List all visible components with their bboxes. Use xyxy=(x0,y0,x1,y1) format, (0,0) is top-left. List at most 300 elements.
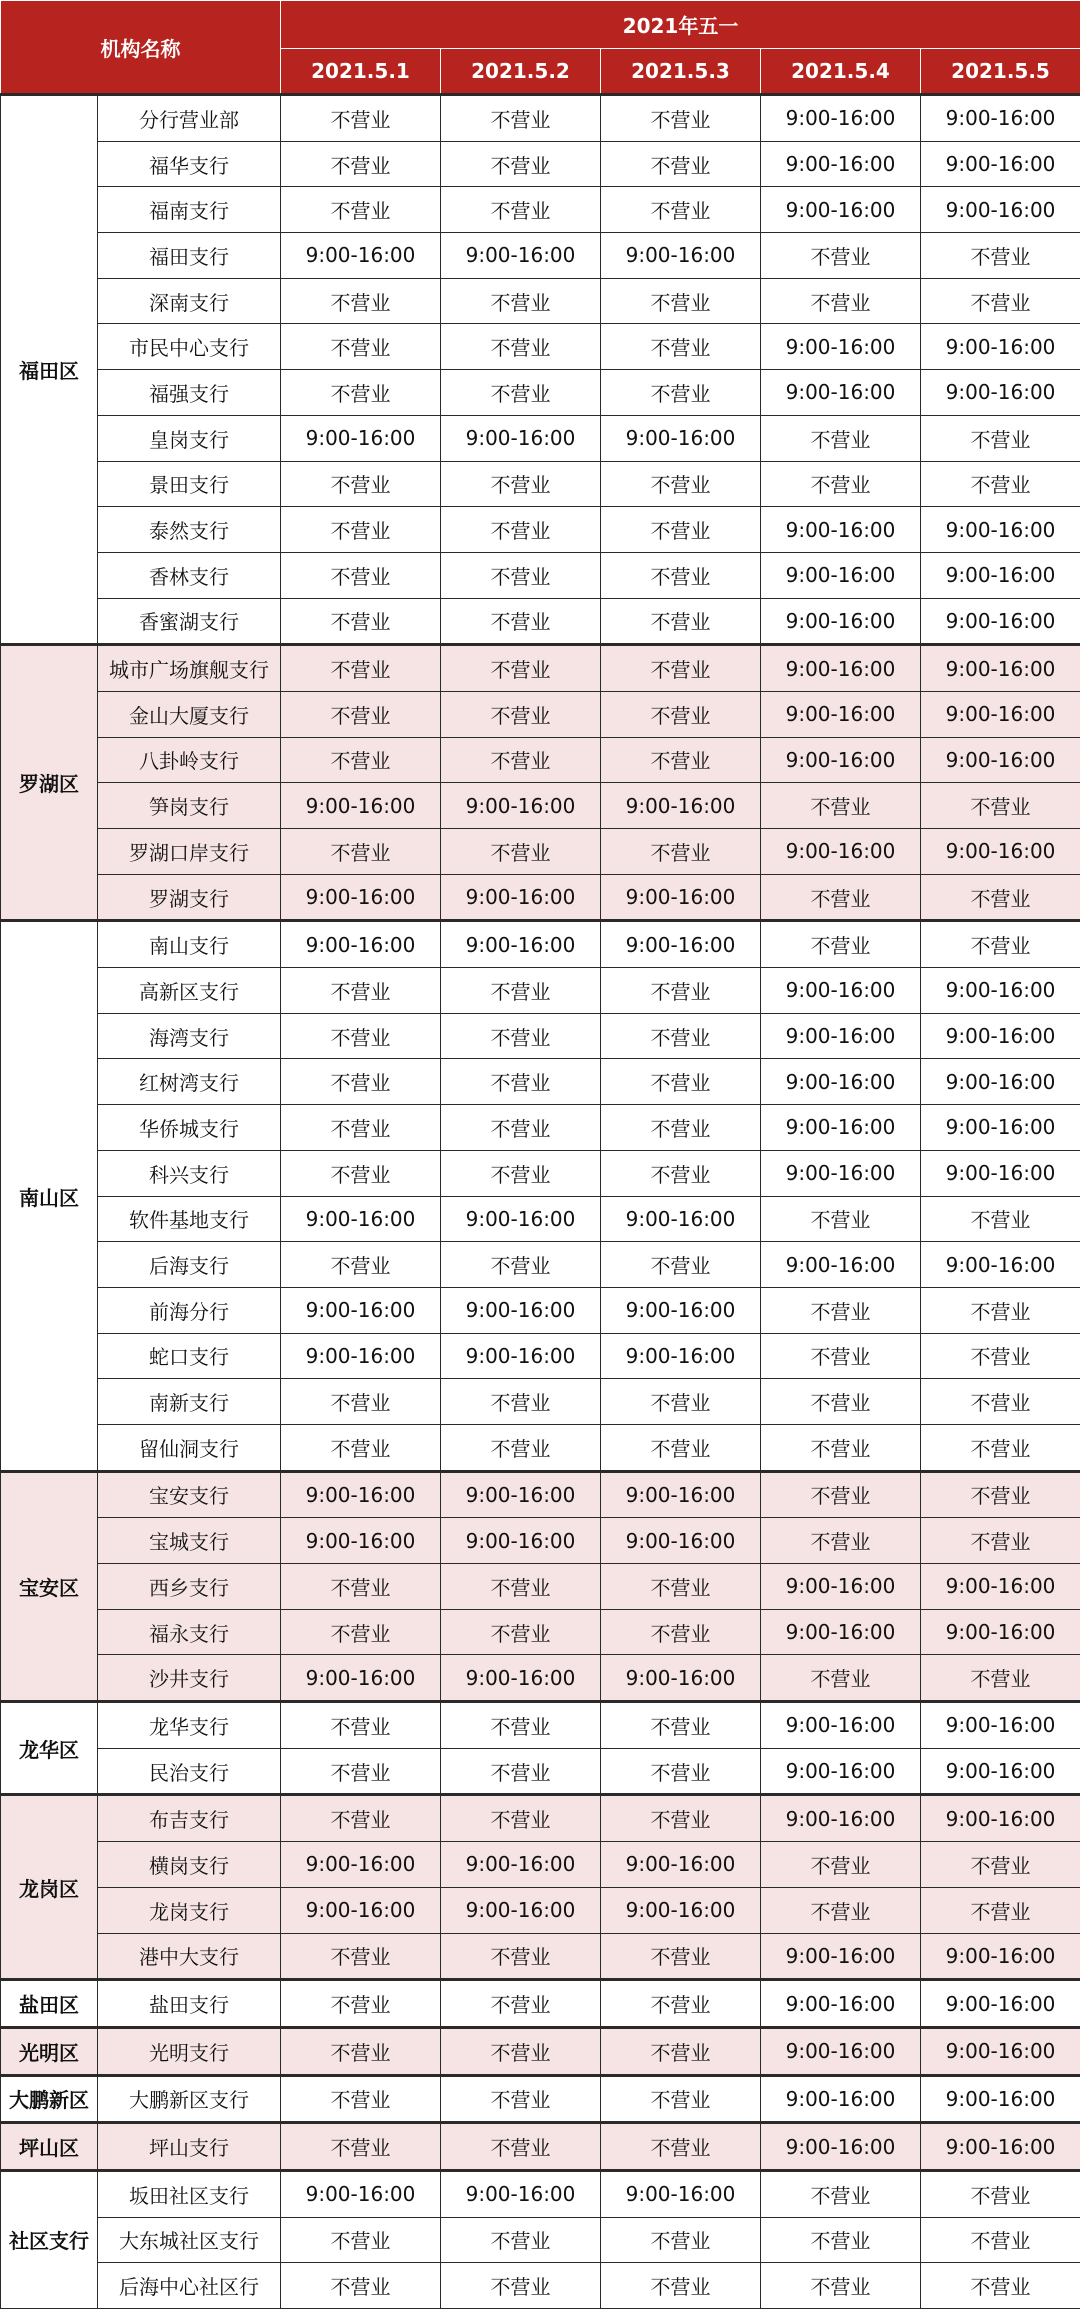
hours-cell: 9:00-16:00 xyxy=(921,1564,1080,1610)
table-row xyxy=(1,461,1080,507)
table-row xyxy=(1,1105,1080,1151)
hours-cell: 不营业 xyxy=(601,2263,761,2309)
hours-cell: 不营业 xyxy=(281,95,441,142)
hours-cell: 9:00-16:00 xyxy=(441,783,601,829)
hours-cell: 不营业 xyxy=(601,1105,761,1151)
branch-name: 后海中心社区行 xyxy=(98,2263,281,2309)
branch-name: 福田支行 xyxy=(98,233,281,279)
hours-cell: 不营业 xyxy=(761,1887,921,1933)
hours-cell: 9:00-16:00 xyxy=(601,1655,761,1702)
hours-cell: 不营业 xyxy=(921,1471,1080,1518)
hours-cell: 不营业 xyxy=(441,829,601,875)
hours-cell: 不营业 xyxy=(601,2123,761,2171)
table-row xyxy=(1,598,1080,645)
hours-cell: 9:00-16:00 xyxy=(761,507,921,553)
hours-cell: 不营业 xyxy=(601,968,761,1014)
branch-name: 景田支行 xyxy=(98,461,281,507)
hours-cell: 不营业 xyxy=(281,1702,441,1749)
hours-cell: 9:00-16:00 xyxy=(441,415,601,461)
branch-name: 沙井支行 xyxy=(98,1655,281,1702)
table-row xyxy=(1,415,1080,461)
hours-cell: 9:00-16:00 xyxy=(601,1287,761,1333)
hours-cell: 9:00-16:00 xyxy=(921,552,1080,598)
hours-cell: 不营业 xyxy=(601,507,761,553)
branch-name: 福永支行 xyxy=(98,1609,281,1655)
hours-cell: 不营业 xyxy=(281,1980,441,2028)
hours-cell: 不营业 xyxy=(761,1842,921,1888)
hours-cell: 不营业 xyxy=(441,1980,601,2028)
hours-cell: 9:00-16:00 xyxy=(601,1196,761,1242)
hours-cell: 不营业 xyxy=(761,1196,921,1242)
hours-cell: 不营业 xyxy=(921,874,1080,921)
hours-cell: 不营业 xyxy=(601,95,761,142)
district-name: 龙华区 xyxy=(1,1702,98,1795)
hours-cell: 不营业 xyxy=(441,2075,601,2123)
hours-cell: 不营业 xyxy=(921,1842,1080,1888)
hours-cell: 不营业 xyxy=(601,1424,761,1471)
table-row xyxy=(1,2123,1080,2171)
hours-cell: 不营业 xyxy=(601,645,761,692)
hours-cell: 9:00-16:00 xyxy=(281,1842,441,1888)
hours-cell: 9:00-16:00 xyxy=(281,1471,441,1518)
hours-cell: 9:00-16:00 xyxy=(761,1105,921,1151)
hours-cell: 9:00-16:00 xyxy=(761,2027,921,2075)
hours-cell: 不营业 xyxy=(281,552,441,598)
hours-cell: 不营业 xyxy=(281,370,441,416)
hours-cell: 不营业 xyxy=(441,2263,601,2309)
hours-cell: 不营业 xyxy=(601,737,761,783)
hours-cell: 不营业 xyxy=(281,1105,441,1151)
table-row xyxy=(1,737,1080,783)
hours-cell: 9:00-16:00 xyxy=(761,1564,921,1610)
table-row xyxy=(1,507,1080,553)
hours-cell: 不营业 xyxy=(281,461,441,507)
table-row xyxy=(1,1842,1080,1888)
hours-cell: 不营业 xyxy=(761,921,921,968)
district-group xyxy=(1,2027,1080,2075)
district-name: 坪山区 xyxy=(1,2123,98,2171)
branch-name: 深南支行 xyxy=(98,278,281,324)
hours-cell: 不营业 xyxy=(281,2217,441,2263)
table-row xyxy=(1,141,1080,187)
hours-cell: 不营业 xyxy=(601,1150,761,1196)
hours-cell: 不营业 xyxy=(441,645,601,692)
table-row xyxy=(1,1609,1080,1655)
hours-cell: 不营业 xyxy=(601,1933,761,1980)
hours-cell: 不营业 xyxy=(281,691,441,737)
hours-cell: 不营业 xyxy=(441,95,601,142)
hours-cell: 9:00-16:00 xyxy=(601,1518,761,1564)
hours-cell: 不营业 xyxy=(441,737,601,783)
hours-cell: 不营业 xyxy=(281,1013,441,1059)
hours-cell: 9:00-16:00 xyxy=(441,2170,601,2217)
branch-name: 坂田社区支行 xyxy=(98,2170,281,2217)
branch-name: 盐田支行 xyxy=(98,1980,281,2028)
district-group xyxy=(1,1702,1080,1795)
hours-cell: 不营业 xyxy=(601,1564,761,1610)
hours-cell: 不营业 xyxy=(281,1933,441,1980)
hours-cell: 不营业 xyxy=(921,461,1080,507)
branch-name: 南新支行 xyxy=(98,1379,281,1425)
hours-cell: 不营业 xyxy=(281,278,441,324)
hours-cell: 不营业 xyxy=(601,1748,761,1795)
date-header: 2021.5.4 xyxy=(761,49,921,95)
hours-cell: 不营业 xyxy=(281,141,441,187)
hours-cell: 9:00-16:00 xyxy=(441,1196,601,1242)
hours-cell: 不营业 xyxy=(761,1379,921,1425)
branch-name: 红树湾支行 xyxy=(98,1059,281,1105)
hours-cell: 9:00-16:00 xyxy=(921,968,1080,1014)
table-row xyxy=(1,278,1080,324)
hours-cell: 9:00-16:00 xyxy=(921,1933,1080,1980)
branch-name: 金山大厦支行 xyxy=(98,691,281,737)
hours-cell: 不营业 xyxy=(761,233,921,279)
hours-cell: 不营业 xyxy=(761,461,921,507)
hours-cell: 不营业 xyxy=(441,1702,601,1749)
table-row xyxy=(1,645,1080,692)
table-row xyxy=(1,552,1080,598)
hours-cell: 9:00-16:00 xyxy=(761,968,921,1014)
branch-name: 蛇口支行 xyxy=(98,1333,281,1379)
hours-cell: 不营业 xyxy=(441,2027,601,2075)
hours-cell: 不营业 xyxy=(281,1379,441,1425)
table-row xyxy=(1,2263,1080,2309)
hours-cell: 9:00-16:00 xyxy=(921,1748,1080,1795)
hours-cell: 9:00-16:00 xyxy=(761,1980,921,2028)
hours-cell: 9:00-16:00 xyxy=(921,1150,1080,1196)
district-group xyxy=(1,1471,1080,1701)
hours-cell: 9:00-16:00 xyxy=(281,874,441,921)
hours-cell: 不营业 xyxy=(441,1609,601,1655)
hours-cell: 不营业 xyxy=(281,2123,441,2171)
table-row xyxy=(1,874,1080,921)
hours-cell: 9:00-16:00 xyxy=(761,1795,921,1842)
hours-cell: 不营业 xyxy=(441,461,601,507)
hours-cell: 9:00-16:00 xyxy=(761,1059,921,1105)
hours-cell: 不营业 xyxy=(441,1379,601,1425)
holiday-header: 2021年五一 xyxy=(281,1,1080,49)
branch-name: 笋岗支行 xyxy=(98,783,281,829)
hours-cell: 9:00-16:00 xyxy=(281,2170,441,2217)
hours-cell: 不营业 xyxy=(921,1196,1080,1242)
branch-name: 宝城支行 xyxy=(98,1518,281,1564)
hours-cell: 9:00-16:00 xyxy=(601,1333,761,1379)
branch-name: 宝安支行 xyxy=(98,1471,281,1518)
hours-cell: 不营业 xyxy=(281,1059,441,1105)
hours-cell: 9:00-16:00 xyxy=(761,2075,921,2123)
hours-cell: 不营业 xyxy=(921,278,1080,324)
hours-cell: 9:00-16:00 xyxy=(601,233,761,279)
hours-cell: 不营业 xyxy=(281,187,441,233)
table-row xyxy=(1,829,1080,875)
hours-cell: 不营业 xyxy=(281,1150,441,1196)
hours-cell: 不营业 xyxy=(601,324,761,370)
branch-name: 龙华支行 xyxy=(98,1702,281,1749)
district-group xyxy=(1,2075,1080,2123)
branch-name: 布吉支行 xyxy=(98,1795,281,1842)
hours-cell: 不营业 xyxy=(281,507,441,553)
hours-cell: 不营业 xyxy=(441,1933,601,1980)
branch-name: 福南支行 xyxy=(98,187,281,233)
table-row xyxy=(1,95,1080,142)
table-row xyxy=(1,233,1080,279)
hours-cell: 不营业 xyxy=(921,1333,1080,1379)
district-name: 福田区 xyxy=(1,95,98,645)
branch-name: 城市广场旗舰支行 xyxy=(98,645,281,692)
hours-cell: 不营业 xyxy=(921,1287,1080,1333)
hours-cell: 不营业 xyxy=(761,1424,921,1471)
hours-cell: 不营业 xyxy=(761,783,921,829)
hours-cell: 9:00-16:00 xyxy=(921,645,1080,692)
district-group xyxy=(1,2123,1080,2171)
table-row xyxy=(1,1471,1080,1518)
hours-cell: 不营业 xyxy=(281,1795,441,1842)
hours-cell: 9:00-16:00 xyxy=(761,1150,921,1196)
table-row xyxy=(1,370,1080,416)
hours-cell: 不营业 xyxy=(761,1518,921,1564)
table-row xyxy=(1,1059,1080,1105)
hours-cell: 不营业 xyxy=(921,1887,1080,1933)
hours-cell: 9:00-16:00 xyxy=(761,141,921,187)
org-name-header: 机构名称 xyxy=(1,1,281,95)
hours-cell: 9:00-16:00 xyxy=(921,691,1080,737)
district-name: 宝安区 xyxy=(1,1471,98,1701)
hours-cell: 9:00-16:00 xyxy=(281,233,441,279)
table-row xyxy=(1,968,1080,1014)
district-name: 罗湖区 xyxy=(1,645,98,921)
hours-cell: 9:00-16:00 xyxy=(921,1105,1080,1151)
hours-cell: 9:00-16:00 xyxy=(601,1842,761,1888)
hours-cell: 9:00-16:00 xyxy=(921,737,1080,783)
hours-cell: 9:00-16:00 xyxy=(601,1887,761,1933)
hours-cell: 9:00-16:00 xyxy=(601,1471,761,1518)
hours-cell: 不营业 xyxy=(281,598,441,645)
hours-cell: 不营业 xyxy=(921,2170,1080,2217)
table-row xyxy=(1,2027,1080,2075)
table-row xyxy=(1,1655,1080,1702)
hours-cell: 不营业 xyxy=(441,1013,601,1059)
branch-name: 大东城社区支行 xyxy=(98,2217,281,2263)
hours-cell: 不营业 xyxy=(921,1518,1080,1564)
hours-cell: 不营业 xyxy=(921,1379,1080,1425)
hours-cell: 9:00-16:00 xyxy=(921,2123,1080,2171)
table-row xyxy=(1,1424,1080,1471)
hours-cell: 9:00-16:00 xyxy=(921,1242,1080,1288)
hours-cell: 不营业 xyxy=(281,1424,441,1471)
hours-cell: 9:00-16:00 xyxy=(921,829,1080,875)
district-group xyxy=(1,1795,1080,1980)
hours-cell: 不营业 xyxy=(281,1564,441,1610)
hours-cell: 9:00-16:00 xyxy=(921,598,1080,645)
table-row xyxy=(1,1013,1080,1059)
hours-cell: 9:00-16:00 xyxy=(281,783,441,829)
hours-cell: 不营业 xyxy=(921,233,1080,279)
hours-cell: 9:00-16:00 xyxy=(761,2123,921,2171)
hours-cell: 不营业 xyxy=(441,598,601,645)
hours-cell: 不营业 xyxy=(281,2027,441,2075)
hours-cell: 不营业 xyxy=(441,552,601,598)
hours-cell: 9:00-16:00 xyxy=(761,1609,921,1655)
hours-cell: 9:00-16:00 xyxy=(761,370,921,416)
hours-cell: 9:00-16:00 xyxy=(921,1795,1080,1842)
branch-name: 海湾支行 xyxy=(98,1013,281,1059)
hours-cell: 9:00-16:00 xyxy=(921,1609,1080,1655)
hours-cell: 9:00-16:00 xyxy=(761,737,921,783)
table-row xyxy=(1,1933,1080,1980)
district-group xyxy=(1,2170,1080,2308)
district-name: 光明区 xyxy=(1,2027,98,2075)
hours-cell: 9:00-16:00 xyxy=(281,1196,441,1242)
hours-cell: 不营业 xyxy=(441,2217,601,2263)
hours-cell: 9:00-16:00 xyxy=(761,1242,921,1288)
hours-cell: 不营业 xyxy=(601,2075,761,2123)
hours-cell: 不营业 xyxy=(761,2217,921,2263)
hours-cell: 不营业 xyxy=(441,324,601,370)
date-header: 2021.5.1 xyxy=(281,49,441,95)
table-row xyxy=(1,2217,1080,2263)
table-row xyxy=(1,1379,1080,1425)
hours-cell: 9:00-16:00 xyxy=(441,233,601,279)
hours-cell: 不营业 xyxy=(441,1105,601,1151)
hours-cell: 不营业 xyxy=(441,1150,601,1196)
hours-cell: 9:00-16:00 xyxy=(281,1518,441,1564)
district-group xyxy=(1,921,1080,1471)
table-row xyxy=(1,324,1080,370)
hours-cell: 不营业 xyxy=(441,1795,601,1842)
hours-cell: 9:00-16:00 xyxy=(761,187,921,233)
branch-name: 横岗支行 xyxy=(98,1842,281,1888)
branch-name: 泰然支行 xyxy=(98,507,281,553)
hours-cell: 9:00-16:00 xyxy=(441,1887,601,1933)
branch-name: 市民中心支行 xyxy=(98,324,281,370)
hours-cell: 不营业 xyxy=(441,1059,601,1105)
hours-cell: 不营业 xyxy=(601,598,761,645)
hours-cell: 不营业 xyxy=(441,141,601,187)
hours-cell: 9:00-16:00 xyxy=(921,1059,1080,1105)
branch-name: 前海分行 xyxy=(98,1287,281,1333)
hours-cell: 不营业 xyxy=(281,324,441,370)
hours-cell: 不营业 xyxy=(281,2263,441,2309)
district-group xyxy=(1,645,1080,921)
hours-cell: 不营业 xyxy=(921,2217,1080,2263)
hours-cell: 9:00-16:00 xyxy=(921,324,1080,370)
hours-cell: 不营业 xyxy=(441,1424,601,1471)
hours-cell: 9:00-16:00 xyxy=(281,921,441,968)
hours-cell: 不营业 xyxy=(281,829,441,875)
branch-name: 罗湖口岸支行 xyxy=(98,829,281,875)
branch-name: 港中大支行 xyxy=(98,1933,281,1980)
hours-cell: 不营业 xyxy=(761,1333,921,1379)
hours-cell: 不营业 xyxy=(761,1655,921,1702)
branch-name: 留仙洞支行 xyxy=(98,1424,281,1471)
date-header: 2021.5.5 xyxy=(921,49,1080,95)
branch-name: 民治支行 xyxy=(98,1748,281,1795)
hours-cell: 不营业 xyxy=(281,645,441,692)
hours-cell: 不营业 xyxy=(281,2075,441,2123)
hours-cell: 不营业 xyxy=(921,2263,1080,2309)
hours-cell: 9:00-16:00 xyxy=(441,921,601,968)
hours-cell: 9:00-16:00 xyxy=(761,95,921,142)
hours-cell: 不营业 xyxy=(601,1980,761,2028)
branch-name: 罗湖支行 xyxy=(98,874,281,921)
branch-name: 光明支行 xyxy=(98,2027,281,2075)
hours-cell: 9:00-16:00 xyxy=(281,1887,441,1933)
hours-cell: 不营业 xyxy=(921,1424,1080,1471)
table-row xyxy=(1,1887,1080,1933)
hours-cell: 9:00-16:00 xyxy=(441,1333,601,1379)
date-header: 2021.5.3 xyxy=(601,49,761,95)
hours-cell: 9:00-16:00 xyxy=(601,783,761,829)
hours-cell: 不营业 xyxy=(761,1287,921,1333)
hours-cell: 9:00-16:00 xyxy=(921,141,1080,187)
hours-cell: 不营业 xyxy=(281,1609,441,1655)
hours-cell: 不营业 xyxy=(601,370,761,416)
hours-cell: 不营业 xyxy=(601,1795,761,1842)
table-row xyxy=(1,2075,1080,2123)
hours-cell: 9:00-16:00 xyxy=(281,1287,441,1333)
date-header: 2021.5.2 xyxy=(441,49,601,95)
hours-cell: 不营业 xyxy=(601,278,761,324)
table-header xyxy=(1,1,1080,95)
hours-cell: 不营业 xyxy=(921,415,1080,461)
table-row xyxy=(1,1795,1080,1842)
table-row xyxy=(1,1287,1080,1333)
hours-cell: 不营业 xyxy=(281,968,441,1014)
table-row xyxy=(1,691,1080,737)
district-name: 大鹏新区 xyxy=(1,2075,98,2123)
hours-cell: 9:00-16:00 xyxy=(761,645,921,692)
hours-cell: 不营业 xyxy=(441,187,601,233)
hours-cell: 不营业 xyxy=(601,1379,761,1425)
hours-cell: 不营业 xyxy=(281,737,441,783)
branch-name: 福华支行 xyxy=(98,141,281,187)
table-row xyxy=(1,1980,1080,2028)
hours-cell: 9:00-16:00 xyxy=(441,1842,601,1888)
branch-name: 坪山支行 xyxy=(98,2123,281,2171)
hours-cell: 不营业 xyxy=(761,874,921,921)
hours-cell: 不营业 xyxy=(601,1609,761,1655)
hours-cell: 不营业 xyxy=(601,1242,761,1288)
table-row xyxy=(1,1564,1080,1610)
hours-cell: 不营业 xyxy=(761,415,921,461)
hours-cell: 9:00-16:00 xyxy=(441,1518,601,1564)
hours-cell: 不营业 xyxy=(601,1059,761,1105)
hours-cell: 9:00-16:00 xyxy=(761,1748,921,1795)
hours-cell: 9:00-16:00 xyxy=(921,507,1080,553)
table-row xyxy=(1,1242,1080,1288)
hours-cell: 9:00-16:00 xyxy=(441,1655,601,1702)
hours-cell: 不营业 xyxy=(441,278,601,324)
district-name: 社区支行 xyxy=(1,2170,98,2308)
hours-cell: 9:00-16:00 xyxy=(601,415,761,461)
branch-name: 科兴支行 xyxy=(98,1150,281,1196)
table-row xyxy=(1,921,1080,968)
hours-cell: 不营业 xyxy=(601,552,761,598)
branch-name: 香蜜湖支行 xyxy=(98,598,281,645)
hours-cell: 9:00-16:00 xyxy=(921,1980,1080,2028)
branch-name: 高新区支行 xyxy=(98,968,281,1014)
table-row xyxy=(1,187,1080,233)
branch-name: 华侨城支行 xyxy=(98,1105,281,1151)
branch-name: 香林支行 xyxy=(98,552,281,598)
hours-cell: 9:00-16:00 xyxy=(921,2075,1080,2123)
hours-cell: 不营业 xyxy=(761,2170,921,2217)
branch-name: 福强支行 xyxy=(98,370,281,416)
hours-cell: 不营业 xyxy=(441,1564,601,1610)
branch-name: 南山支行 xyxy=(98,921,281,968)
hours-cell: 不营业 xyxy=(601,187,761,233)
hours-cell: 不营业 xyxy=(921,783,1080,829)
